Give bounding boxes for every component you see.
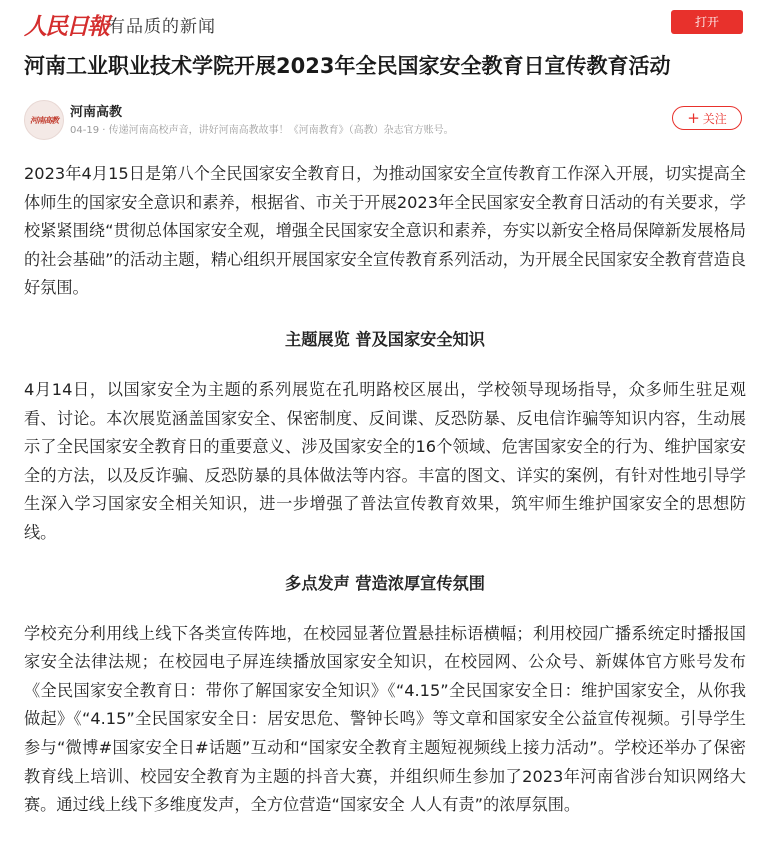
article-body xyxy=(24,160,746,820)
follow-button[interactable] xyxy=(672,106,742,130)
avatar-logo-text: 河南高教 xyxy=(30,114,58,125)
paragraph: 2023年4月15日是第八个全民国家安全教育日，为推动国家安全宣传教育工作深入开展，切实提高全体师生的国家安全意识和素养，根据省、市关于开展2023年全民国家安全教育日活动的有关要求，学校紧紧围绕“贯彻总体国家安全观，增强全民国家安全意识和素养，夯实以新安全格局保障新发展格局的社会基础”的活动主题，精心组织开展国家安全宣传教育系列活动，为开展全民国家安全教育营造良好氛围。 xyxy=(24,164,746,298)
top-bar xyxy=(0,0,767,44)
article-title: 河南工业职业技术学院开展2023年全民国家安全教育日宣传教育活动 xyxy=(24,54,671,78)
slogan: 有品质的新闻 xyxy=(108,17,216,37)
section-heading: 多点发声 营造浓厚宣传氛围 xyxy=(285,573,485,593)
plus-icon: + xyxy=(687,108,700,127)
follow-label: 关注 xyxy=(702,111,727,126)
paragraph: 4月14日，以国家安全为主题的系列展览在孔明路校区展出，学校领导现场指导，众多师生驻足观看、讨论。本次展览涵盖国家安全、保密制度、反间谍、反恐防暴、反电信诈骗等知识内容，生动展示了全民国家安全教育日的重要意义、涉及国家安全的16个领域、危害国家安全的行为、维护国家安全的方法，以及反诈骗、反恐防暴的具体做法等内容。丰富的图文、详实的案例，有针对性地引导学生深入学习国家安全相关知识，进一步增强了普法宣传教育效果，筑牢师生维护国家安全的思想防线。 xyxy=(24,380,746,542)
author-meta: 04-19 · 传递河南高校声音，讲好河南高教故事！《河南教育》（高教）杂志官方账号。 xyxy=(70,125,454,136)
author-name[interactable]: 河南高教 xyxy=(70,105,123,120)
open-app-button[interactable]: 打开 xyxy=(671,10,743,34)
author-avatar[interactable] xyxy=(24,100,64,140)
paragraph: 学校充分利用线上线下各类宣传阵地，在校园显著位置悬挂标语横幅；利用校园广播系统定时播报国家安全法律法规；在校园电子屏连续播放国家安全知识，在校园网、公众号、新媒体官方账号发布《全民国家安全教育日：带你了解国家安全知识》《“4.15”全民国家安全日：维护国家安全，从你我做起》《“4.15”全民国家安全日：居安思危、警钟长鸣》等文章和国家安全公益宣传视频。引导学生参与“微博#国家安全日#话题”互动和“国家安全教育主题短视频线上接力活动”。学校还举办了保密教育线上培训、校园安全教育为主题的抖音大赛，并组织师生参加了2023年河南省涉台知识网络大赛。通过线上线下多维度发声，全方位营造“国家安全 人人有责”的浓厚氛围。 xyxy=(24,623,746,815)
people-daily-logo[interactable]: 人民日報 xyxy=(24,13,108,40)
author-bar xyxy=(24,100,744,140)
section-heading: 主题展览 普及国家安全知识 xyxy=(285,330,485,349)
